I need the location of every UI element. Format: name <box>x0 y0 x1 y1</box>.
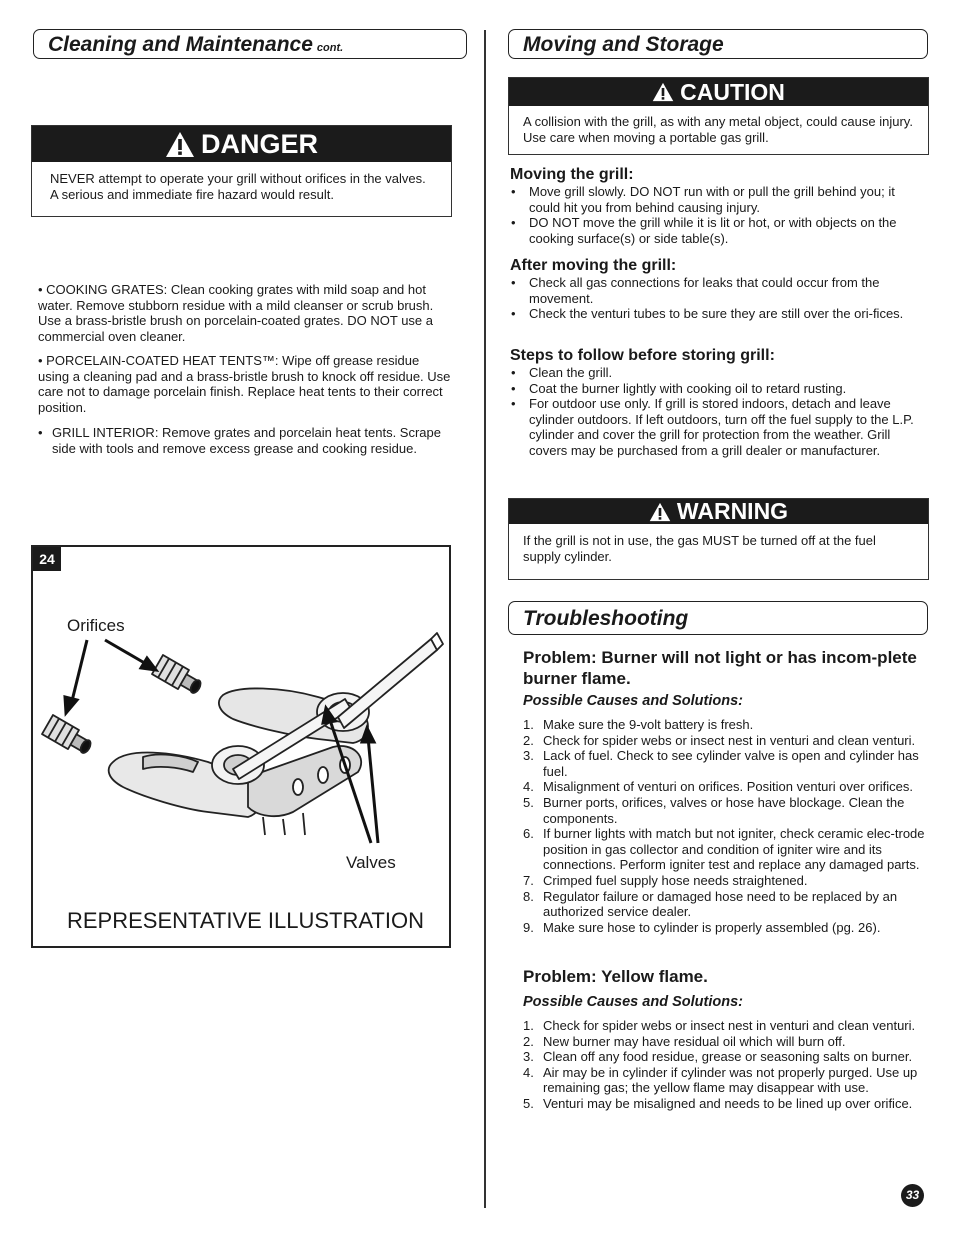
problem-2-heading: Problem: Yellow flame. <box>523 967 708 986</box>
list-item: 2. Check for spider webs or insect nest in venturi and clean venturi. <box>523 732 916 748</box>
column-divider <box>484 30 486 1208</box>
grill-interior-item <box>38 425 452 456</box>
cont-label: cont. <box>316 42 344 54</box>
grill-interior-list <box>38 425 452 456</box>
list-item: 5. Venturi may be misaligned and needs to be lined up over orifice. <box>523 1095 913 1111</box>
moving-storage-header: Moving and Storage <box>508 29 928 59</box>
list-item: • Check the venturi tubes to be sure they are still over the ori-fices. <box>511 306 904 322</box>
figure-number: 24 <box>33 547 61 571</box>
list-item: • Move grill slowly. DO NOT run with or pull the grill behind you; it could hit you from behind causing injury. <box>511 184 895 215</box>
after-moving-heading: After moving the grill: <box>510 257 677 274</box>
problem-1-causes-label: Possible Causes and Solutions: <box>523 693 743 709</box>
label-orifices: Orifices <box>67 616 125 635</box>
list-item: • Check all gas connections for leaks that could occur from the movement. <box>511 275 880 306</box>
list-item: • DO NOT move the grill while it is lit or hot, or with objects on the cooking surface(s) or side table(s). <box>511 215 897 246</box>
list-item: • Coat the burner lightly with cooking oil to retard rusting. <box>511 380 847 396</box>
list-item: 5. Burner ports, orifices, valves or hose have blockage. Clean the components. <box>523 794 905 826</box>
problem-2-causes-label: Possible Causes and Solutions: <box>523 994 743 1010</box>
danger-bar <box>32 126 451 162</box>
problem-1-solutions <box>523 717 939 935</box>
list-item: 7. Crimped fuel supply hose needs straightened. <box>523 872 808 888</box>
storing-list <box>511 365 929 459</box>
heat-tents-item: • PORCELAIN-COATED HEAT TENTS™: Wipe off grease residue using a cleaning pad and a brass-bristle brush to knock off residue. Use care not to damage porcelain finish. Replace heat tents to their correct position. <box>38 353 451 415</box>
warning-bar <box>509 499 928 524</box>
list-item: 4. Air may be in cylinder if cylinder was not properly purged. Use up remaining gas; the yellow flame may disappear with use. <box>523 1064 918 1096</box>
caution-text: A collision with the grill, as with any metal object, could cause injury. Use care when moving a portable gas grill. <box>523 114 913 145</box>
problem-2-solutions <box>523 1018 935 1112</box>
caution-label: CAUTION <box>680 78 785 105</box>
after-moving-list <box>511 275 929 322</box>
list-item: 6. If burner lights with match but not igniter, check ceramic elec-trode position in gas collector and condition of igniter wire and its connections. Perform igniter test and replace any damaged parts. <box>523 826 925 873</box>
warning-triangle-icon <box>165 131 195 158</box>
valves-orifices-illustration <box>33 547 449 946</box>
grill-interior-text: GRILL INTERIOR: Remove grates and porcelain heat tents. Scrape side with tools and remove excess grease and cooking residue. <box>52 425 441 456</box>
page-number: 33 <box>901 1184 924 1207</box>
troubleshooting-header: Troubleshooting <box>508 601 928 635</box>
list-item: 2. New burner may have residual oil which will burn off. <box>523 1033 846 1049</box>
label-valves: Valves <box>346 853 396 872</box>
figure-caption: REPRESENTATIVE ILLUSTRATION <box>67 908 424 933</box>
warning-box <box>508 498 929 580</box>
warning-triangle-icon <box>652 82 674 102</box>
list-item: 3. Clean off any food residue, grease or seasoning salts on burner. <box>523 1049 913 1065</box>
caution-bar <box>509 78 928 106</box>
figure-24 <box>31 545 451 948</box>
bullet: • <box>38 425 43 440</box>
list-item: 9. Make sure hose to cylinder is properly assembled (pg. 26). <box>523 919 881 935</box>
list-item: 8. Regulator failure or damaged hose need to be replaced by an authorized service dealer. <box>523 888 898 920</box>
list-item: 3. Lack of fuel. Check to see cylinder valve is open and cylinder has fuel. <box>523 748 919 779</box>
list-item: • For outdoor use only. If grill is stored indoors, detach and leave cylinder outdoors. If left outdoors, turn off the fuel supply to the L.P. cylinder and cover the grill for protection from the weather. Grill covers may be purchased from a grill dealer or manufacturer. <box>511 396 914 458</box>
list-item: 1. Check for spider webs or insect nest in venturi and clean venturi. <box>523 1018 916 1033</box>
cleaning-maintenance-header <box>33 29 467 59</box>
danger-text: NEVER attempt to operate your grill without orifices in the valves. A serious and immediate fire hazard would result. <box>50 171 426 202</box>
danger-label: DANGER <box>200 128 318 159</box>
cooking-grates-item: • COOKING GRATES: Clean cooking grates with mild soap and hot water. Remove stubborn residue with a mild cleanser or scrub brush. Use a brass-bristle brush on porcelain-coated grates. DO NOT use a commercial oven cleaner. <box>38 282 434 344</box>
list-item: 1. Make sure the 9-volt battery is fresh. <box>523 717 754 732</box>
moving-grill-list <box>511 184 929 246</box>
list-item: 4. Misalignment of venturi on orifices. Position venturi over orifices. <box>523 779 913 795</box>
warning-text: If the grill is not in use, the gas MUST be turned off at the fuel supply cylinder. <box>523 533 876 564</box>
caution-box <box>508 77 929 155</box>
section-title: Cleaning and Maintenance <box>48 33 313 56</box>
list-item: • Clean the grill. <box>511 365 613 380</box>
problem-1-heading: Problem: Burner will not light or has incom-plete burner flame. <box>523 648 917 688</box>
warning-triangle-icon <box>649 502 671 522</box>
moving-grill-heading: Moving the grill: <box>510 166 634 183</box>
storing-heading: Steps to follow before storing grill: <box>510 347 775 364</box>
danger-box <box>31 125 452 217</box>
warning-label: WARNING <box>676 498 789 524</box>
